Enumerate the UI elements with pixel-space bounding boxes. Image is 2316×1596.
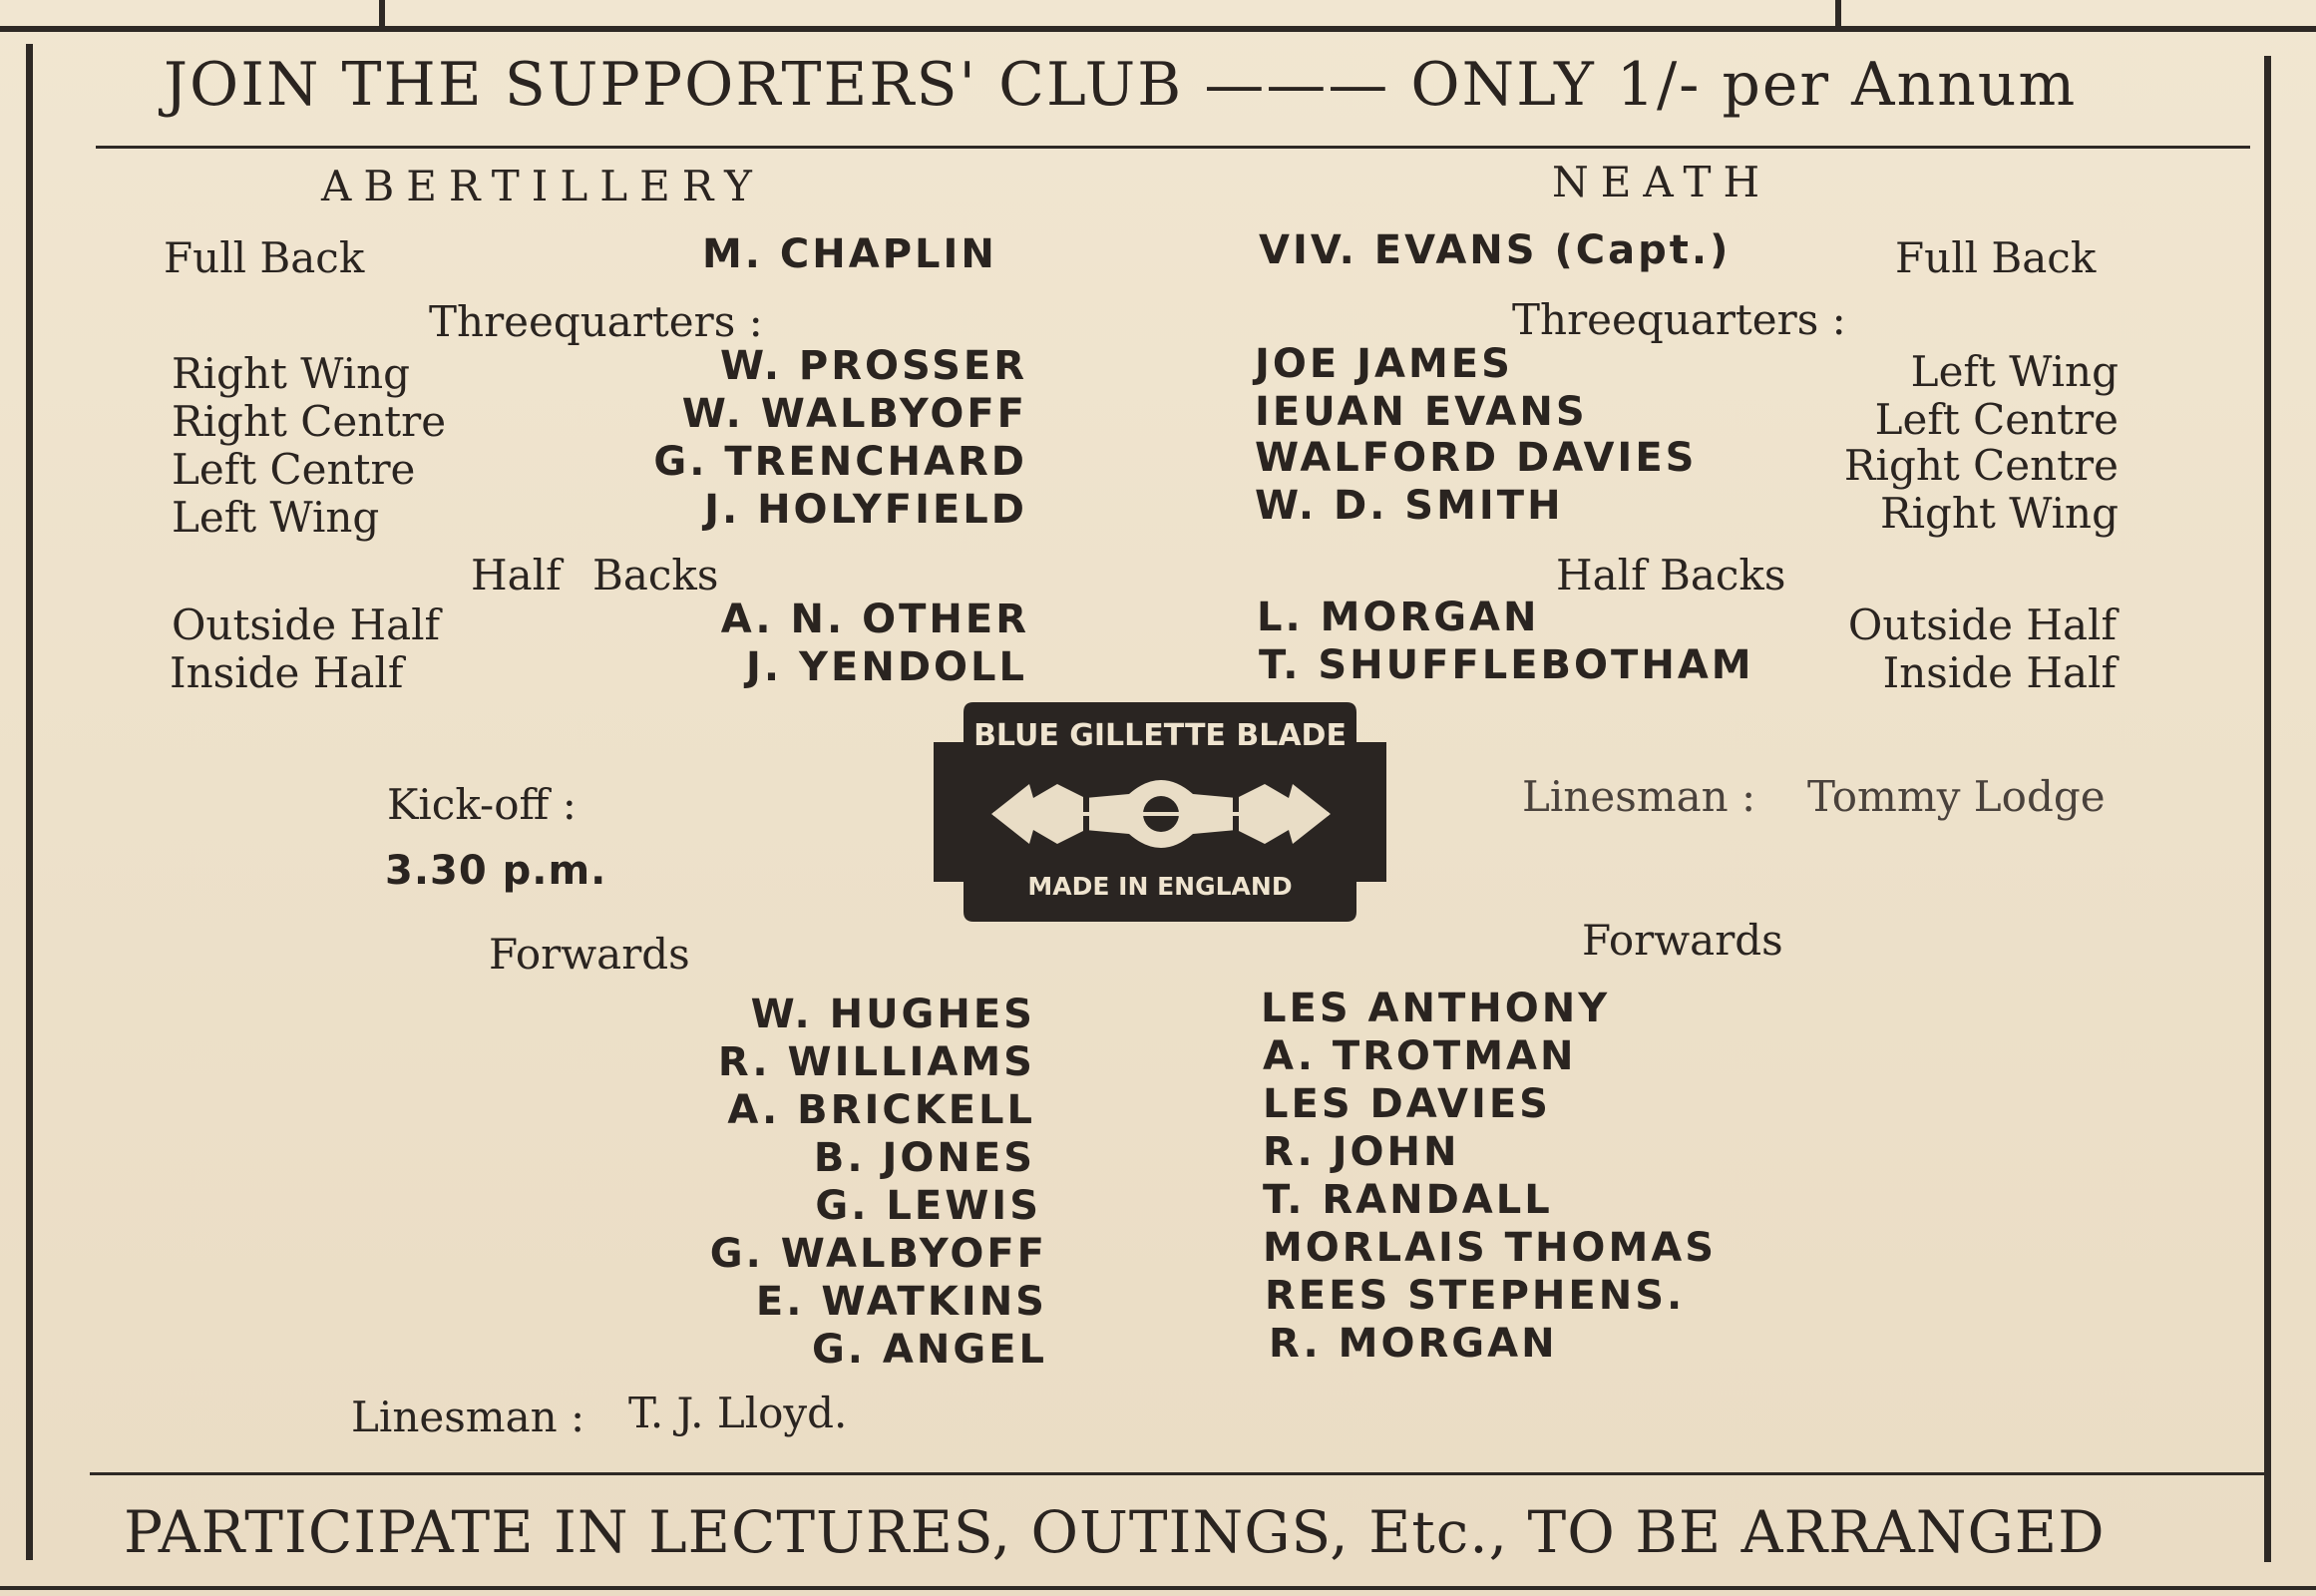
home-linesman-name: T. J. Lloyd. xyxy=(628,1389,848,1437)
header-divider xyxy=(96,146,2250,149)
away-position-label: Left Wing xyxy=(1910,347,2119,396)
home-forwards-header: Forwards xyxy=(489,930,690,979)
home-forward: A. BRICKELL xyxy=(727,1087,1035,1133)
home-position-label: Left Centre xyxy=(172,445,416,494)
away-forward: LES DAVIES xyxy=(1263,1081,1551,1127)
away-player-name: T. SHUFFLEBOTHAM xyxy=(1259,642,1754,688)
kickoff-label: Kick-off : xyxy=(387,780,577,829)
away-player-name: L. MORGAN xyxy=(1257,595,1540,640)
home-player-name: W. WALBYOFF xyxy=(681,391,1027,437)
away-position-label: Right Centre xyxy=(1843,441,2119,490)
away-forwards-header: Forwards xyxy=(1582,916,1783,965)
home-player-name: J. HOLYFIELD xyxy=(704,487,1027,533)
away-linesman-name: Tommy Lodge xyxy=(1807,772,2106,821)
away-linesman-label: Linesman : xyxy=(1522,772,1756,821)
home-player-name: A. N. OTHER xyxy=(720,597,1029,642)
gillette-blade-advert xyxy=(934,698,1386,926)
home-team-name: ABERTILLERY xyxy=(321,162,764,210)
home-linesman-label: Linesman : xyxy=(351,1393,585,1441)
home-position-label: Left Wing xyxy=(172,493,380,542)
home-forward: G. WALBYOFF xyxy=(709,1231,1047,1277)
away-forward: MORLAIS THOMAS xyxy=(1263,1225,1718,1271)
away-player-name: JOE JAMES xyxy=(1255,341,1513,387)
home-full-back-name: M. CHAPLIN xyxy=(702,231,997,277)
home-forward: G. ANGEL xyxy=(811,1327,1047,1373)
home-forward: E. WATKINS xyxy=(755,1279,1047,1325)
frame-left xyxy=(26,44,33,1560)
away-player-name: IEUAN EVANS xyxy=(1255,389,1588,435)
away-forward: T. RANDALL xyxy=(1263,1177,1553,1223)
advert-bottom-text: MADE IN ENGLAND xyxy=(1027,872,1293,901)
bottom-edge-rule xyxy=(0,1586,2316,1590)
home-player-name: G. TRENCHARD xyxy=(653,439,1027,485)
home-position-label: Inside Half xyxy=(170,648,404,697)
away-full-back-name: VIV. EVANS (Capt.) xyxy=(1259,227,1732,273)
home-threequarters-header: Threequarters : xyxy=(429,297,763,346)
away-forward: REES STEPHENS. xyxy=(1265,1273,1686,1319)
away-position-label: Outside Half xyxy=(1847,600,2117,649)
home-forward: R. WILLIAMS xyxy=(717,1039,1035,1085)
home-player-name: W. PROSSER xyxy=(719,343,1027,389)
away-forward: A. TROTMAN xyxy=(1263,1033,1577,1079)
away-team-name: NEATH xyxy=(1552,158,1772,206)
home-half-backs-header: Half Backs xyxy=(471,551,719,599)
top-edge-rule xyxy=(0,26,2316,32)
away-forward: R. MORGAN xyxy=(1269,1321,1558,1367)
home-forward: W. HUGHES xyxy=(750,992,1035,1037)
away-player-name: W. D. SMITH xyxy=(1255,483,1564,529)
home-player-name: J. YENDOLL xyxy=(746,644,1027,690)
footer-divider xyxy=(90,1472,2264,1475)
away-player-name: WALFORD DAVIES xyxy=(1255,435,1698,481)
home-forward: G. LEWIS xyxy=(815,1183,1041,1229)
advert-top-text: BLUE GILLETTE BLADE xyxy=(973,718,1347,753)
away-forward: LES ANTHONY xyxy=(1261,986,1611,1031)
away-threequarters-header: Threequarters : xyxy=(1512,295,1846,344)
away-half-backs-header: Half Backs xyxy=(1556,551,1786,599)
home-position-label: Right Wing xyxy=(172,349,411,398)
home-position-label: Outside Half xyxy=(172,600,441,649)
away-position-label: Left Centre xyxy=(1874,395,2119,444)
home-full-back-label: Full Back xyxy=(164,233,365,282)
away-full-back-label: Full Back xyxy=(1895,233,2097,282)
top-banner: JOIN THE SUPPORTERS' CLUB ——— ONLY 1/- per Annum xyxy=(164,50,2078,120)
away-position-label: Right Wing xyxy=(1879,489,2119,538)
away-position-label: Inside Half xyxy=(1882,648,2117,697)
bottom-banner: PARTICIPATE IN LECTURES, OUTINGS, Etc., TO BE ARRANGED xyxy=(124,1498,2106,1566)
home-position-label: Right Centre xyxy=(172,397,447,446)
away-forward: R. JOHN xyxy=(1263,1129,1460,1175)
home-forward: B. JONES xyxy=(813,1135,1035,1181)
kickoff-time: 3.30 p.m. xyxy=(385,848,607,894)
top-edge-tick-right xyxy=(1835,0,1841,26)
frame-right xyxy=(2264,56,2271,1562)
top-edge-tick-left xyxy=(379,0,385,26)
